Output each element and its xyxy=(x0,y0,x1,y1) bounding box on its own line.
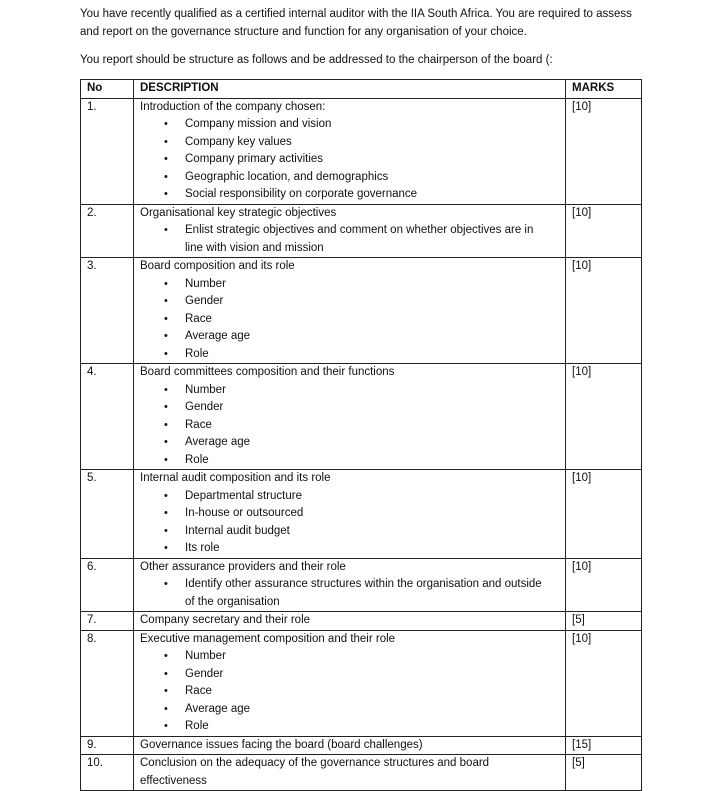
row-number: 1. xyxy=(81,98,134,204)
table-row xyxy=(81,204,642,258)
bullet-list xyxy=(140,276,559,364)
header-no: No xyxy=(81,80,134,99)
bullet-icon: • xyxy=(164,330,168,342)
row-title: Board committees composition and their functions xyxy=(140,366,395,378)
list-item xyxy=(140,718,559,736)
bullet-icon: • xyxy=(164,720,168,732)
row-number: 8. xyxy=(81,630,134,736)
list-item xyxy=(140,399,559,417)
bullet-list xyxy=(140,222,559,257)
table-row xyxy=(81,258,642,364)
bullet-icon: • xyxy=(164,685,168,697)
list-item xyxy=(140,169,559,187)
list-item xyxy=(140,666,559,684)
row-marks: [10] xyxy=(566,204,642,258)
bullet-icon: • xyxy=(164,702,168,715)
row-description xyxy=(134,736,566,755)
row-title: Internal audit composition and its role xyxy=(140,472,331,484)
list-item xyxy=(140,505,559,523)
row-number: 10. xyxy=(81,755,134,791)
table-row xyxy=(81,364,642,470)
row-description xyxy=(134,98,566,204)
list-item xyxy=(140,222,559,257)
bullet-list xyxy=(140,648,559,736)
list-item xyxy=(140,452,559,470)
bullet-text: Gender xyxy=(185,401,224,413)
list-item xyxy=(140,134,559,152)
row-title: Board composition and its role xyxy=(140,260,295,272)
row-description xyxy=(134,558,566,612)
bullet-text: Average age xyxy=(185,330,251,342)
row-marks: [10] xyxy=(566,470,642,559)
bullet-icon: • xyxy=(164,135,168,148)
list-item xyxy=(140,382,559,400)
row-title: Organisational key strategic objectives xyxy=(140,206,337,219)
bullet-text: Number xyxy=(185,383,226,396)
bullet-text: Number xyxy=(185,277,226,290)
list-item xyxy=(140,186,559,204)
bullet-icon: • xyxy=(164,542,168,554)
bullet-text: Company primary activities xyxy=(185,153,324,165)
bullet-icon: • xyxy=(164,170,168,183)
bullet-text: Average age xyxy=(185,436,251,448)
bullet-icon: • xyxy=(164,507,168,519)
table-row xyxy=(81,470,642,559)
row-marks: [5] xyxy=(566,612,642,631)
bullet-icon: • xyxy=(164,295,168,307)
row-marks: [5] xyxy=(566,755,642,791)
table-body xyxy=(81,98,642,791)
bullet-text: Race xyxy=(185,418,212,431)
bullet-list xyxy=(140,488,559,558)
list-item xyxy=(140,434,559,452)
row-marks: [10] xyxy=(566,630,642,736)
list-item xyxy=(140,293,559,311)
list-item xyxy=(140,488,559,506)
list-item xyxy=(140,346,559,364)
table-row xyxy=(81,755,642,791)
bullet-icon: • xyxy=(164,277,168,290)
row-description xyxy=(134,470,566,559)
bullet-text: Social responsibility on corporate governance xyxy=(185,188,418,200)
bullet-icon: • xyxy=(164,153,168,165)
bullet-icon: • xyxy=(164,312,168,325)
bullet-icon: • xyxy=(164,188,168,200)
bullet-icon: • xyxy=(164,578,168,590)
list-item xyxy=(140,311,559,329)
list-item xyxy=(140,276,559,294)
row-marks: [15] xyxy=(566,736,642,755)
list-item xyxy=(140,151,559,169)
row-marks: [10] xyxy=(566,364,642,470)
list-item xyxy=(140,648,559,666)
row-marks: [10] xyxy=(566,98,642,204)
bullet-text: Departmental structure xyxy=(185,489,302,502)
bullet-text: Its role xyxy=(185,542,220,554)
row-title: Introduction of the company chosen: xyxy=(140,100,326,113)
list-item xyxy=(140,116,559,134)
table-header-row xyxy=(81,80,642,99)
table-row xyxy=(81,736,642,755)
list-item xyxy=(140,328,559,346)
row-title: Company secretary and their role xyxy=(140,614,311,626)
row-description xyxy=(134,204,566,258)
bullet-icon: • xyxy=(164,401,168,413)
intro-paragraph: You have recently qualified as a certified internal auditor with the IIA South Africa. You are required to assess and report on the governance structure and function for any organisation of your choice. xyxy=(80,8,632,38)
bullet-icon: • xyxy=(164,347,168,360)
bullet-text: Company mission and vision xyxy=(185,118,332,130)
row-number: 5. xyxy=(81,470,134,559)
list-item xyxy=(140,417,559,435)
bullet-text: Gender xyxy=(185,295,224,307)
bullet-text: Identify other assurance structures within the organisation and outside of the organisation xyxy=(185,578,542,608)
bullet-text: Enlist strategic objectives and comment on whether objectives are in line with vision and mission xyxy=(185,224,534,254)
instruction-paragraph: You report should be structure as follows and be addressed to the chairperson of the board (: xyxy=(80,54,553,66)
table-row xyxy=(81,630,642,736)
table-row xyxy=(81,98,642,204)
row-number: 6. xyxy=(81,558,134,612)
bullet-text: Role xyxy=(185,453,209,466)
bullet-icon: • xyxy=(164,383,168,396)
list-item xyxy=(140,576,559,611)
row-number: 7. xyxy=(81,612,134,631)
table-row xyxy=(81,558,642,612)
row-description xyxy=(134,364,566,470)
list-item xyxy=(140,540,559,558)
bullet-text: Average age xyxy=(185,702,251,715)
bullet-text: Geographic location, and demographics xyxy=(185,170,389,183)
row-marks: [10] xyxy=(566,258,642,364)
row-description xyxy=(134,612,566,631)
bullet-text: Internal audit budget xyxy=(185,524,290,537)
bullet-text: In-house or outsourced xyxy=(185,507,304,519)
bullet-text: Company key values xyxy=(185,135,292,148)
row-description xyxy=(134,755,566,791)
bullet-icon: • xyxy=(164,453,168,466)
bullet-text: Gender xyxy=(185,667,224,680)
bullet-text: Role xyxy=(185,347,209,360)
table-row xyxy=(81,612,642,631)
row-number: 2. xyxy=(81,204,134,258)
assignment-table xyxy=(80,79,642,791)
bullet-list xyxy=(140,576,559,611)
bullet-icon: • xyxy=(164,524,168,537)
row-title: Other assurance providers and their role xyxy=(140,560,346,573)
row-number: 4. xyxy=(81,364,134,470)
row-marks: [10] xyxy=(566,558,642,612)
header-description: DESCRIPTION xyxy=(134,80,566,99)
bullet-list xyxy=(140,116,559,204)
row-description xyxy=(134,258,566,364)
bullet-text: Race xyxy=(185,685,212,697)
bullet-icon: • xyxy=(164,436,168,448)
row-number: 9. xyxy=(81,736,134,755)
bullet-icon: • xyxy=(164,224,168,236)
bullet-icon: • xyxy=(164,650,168,662)
header-marks: MARKS xyxy=(566,80,642,99)
bullet-icon: • xyxy=(164,489,168,502)
bullet-icon: • xyxy=(164,418,168,431)
row-title: Conclusion on the adequacy of the governance structures and board effectiveness xyxy=(140,757,490,787)
list-item xyxy=(140,701,559,719)
row-title: Governance issues facing the board (board challenges) xyxy=(140,738,423,751)
list-item xyxy=(140,523,559,541)
row-number: 3. xyxy=(81,258,134,364)
row-title: Executive management composition and their role xyxy=(140,632,396,645)
bullet-text: Race xyxy=(185,312,212,325)
bullet-icon: • xyxy=(164,118,168,130)
bullet-text: Role xyxy=(185,720,209,732)
row-description xyxy=(134,630,566,736)
bullet-list xyxy=(140,382,559,470)
bullet-icon: • xyxy=(164,667,168,680)
list-item xyxy=(140,683,559,701)
bullet-text: Number xyxy=(185,650,226,662)
